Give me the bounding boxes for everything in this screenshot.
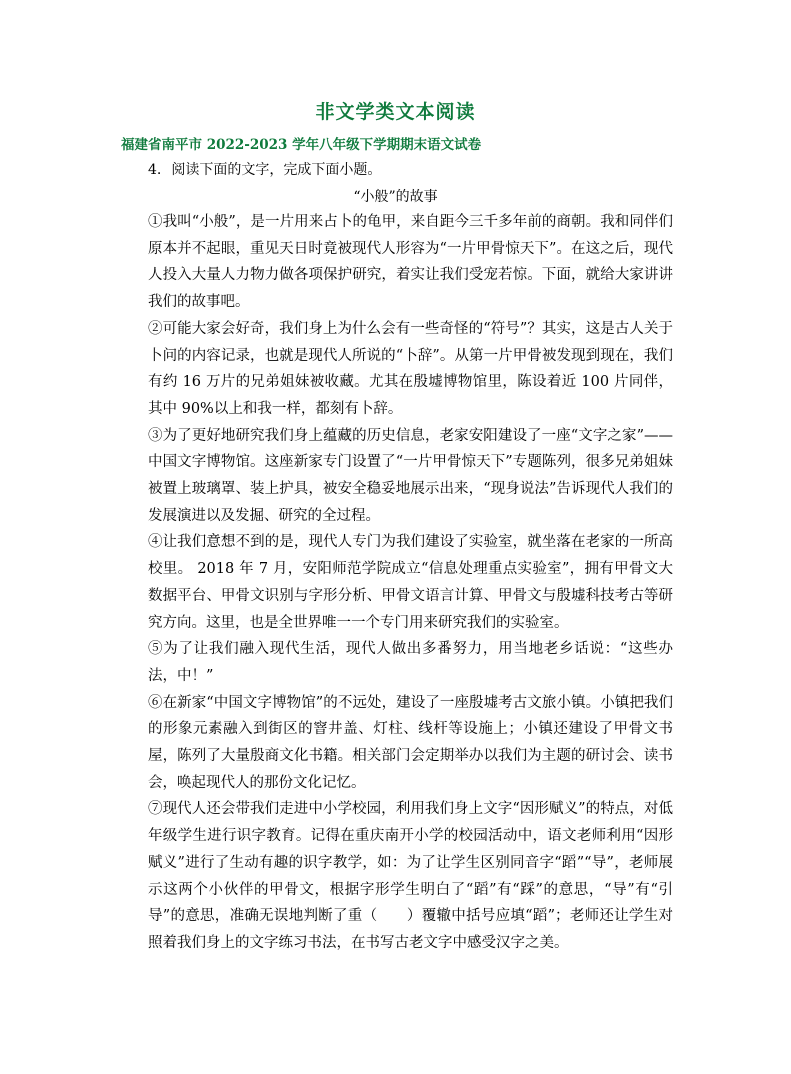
- paragraph-4: ④让我们意想不到的是，现代人专门为我们建设了实验室，就坐落在老家的一所高校里。 2018 年 7 月，安阳师范学院成立“信息处理重点实验室”，拥有甲骨文大数据平台、甲骨文识别与字形分析、甲骨文语言计算、甲骨文与殷墟科技考古等研究方向。这里，也是全世界唯一一个专门用来研究我们的实验室。: [148, 534, 673, 631]
- paragraph-6: ⑥在新家“中国文字博物馆”的不远处，建设了一座殷墟考古文旅小镇。小镇把我们的形象元素融入到街区的窨井盖、灯柱、线杆等设施上；小镇还建设了甲骨文书屋，陈列了大量殷商文化书籍。相关部门会定期举办以我们为主题的研讨会、读书会，唤起现代人的那份文化记忆。: [148, 694, 673, 791]
- article-title: “小般”的故事: [353, 189, 438, 205]
- section-title: 非文学类文本阅读: [315, 101, 476, 123]
- paragraph-3: ③为了更好地研究我们身上蕴藏的历史信息，老家安阳建设了一座“文字之家”——中国文字博物馆。这座新家专门设置了“一片甲骨惊天下”专题陈列，很多兄弟姐妹被置上玻璃罩、装上护具，被安全稳妥地展示出来，“现身说法”告诉现代人我们的发展演进以及发掘、研究的全过程。: [148, 427, 673, 524]
- paragraph-7: ⑦现代人还会带我们走进中小学校园，利用我们身上文字“因形赋义”的特点，对低年级学生进行识字教育。记得在重庆南开小学的校园活动中，语文老师利用“因形赋义”进行了生动有趣的识字教学，如：为了让学生区别同音字“蹈”“导”，老师展示这两个小伙伴的甲骨文，根据字形学生明白了“蹈”有“踩”的意思，“导”有“引导”的意思，准确无误地判断了重（ ）覆辙中括号应填“蹈”；老师还让学生对照着我们身上的文字练习书法，在书写古老文字中感受汉字之美。: [148, 801, 673, 951]
- article-body: [148, 209, 673, 957]
- paragraph-5: ⑤为了让我们融入现代生活，现代人做出多番努力，用当地老乡话说：“这些办法，中！”: [148, 641, 673, 684]
- paragraph-2: ②可能大家会好奇，我们身上为什么会有一些奇怪的“符号”？其实，这是古人关于卜问的内容记录，也就是现代人所说的“卜辞”。从第一片甲骨被发现到现在，我们有约 16 万片的兄弟姐妹被收藏。尤其在殷墟博物馆里，陈设着近 100 片同伴，其中 90%以上和我一样，都刻有卜辞。: [148, 320, 673, 417]
- paragraph-1: ①我叫“小般”，是一片用来占卜的龟甲，来自距今三千多年前的商朝。我和同伴们原本并不起眼，重见天日时竟被现代人形容为“一片甲骨惊天下”。在这之后，现代人投入大量人力物力做各项保护研究，着实让我们受宠若惊。下面，就给大家讲讲我们的故事吧。: [148, 214, 673, 311]
- question-line: [148, 159, 381, 179]
- question-instruction: 阅读下面的文字，完成下面小题。: [171, 162, 382, 178]
- question-number: 4.: [148, 162, 162, 178]
- exam-source: 福建省南平市 2022-2023 学年八年级下学期期末语文试卷: [121, 137, 482, 153]
